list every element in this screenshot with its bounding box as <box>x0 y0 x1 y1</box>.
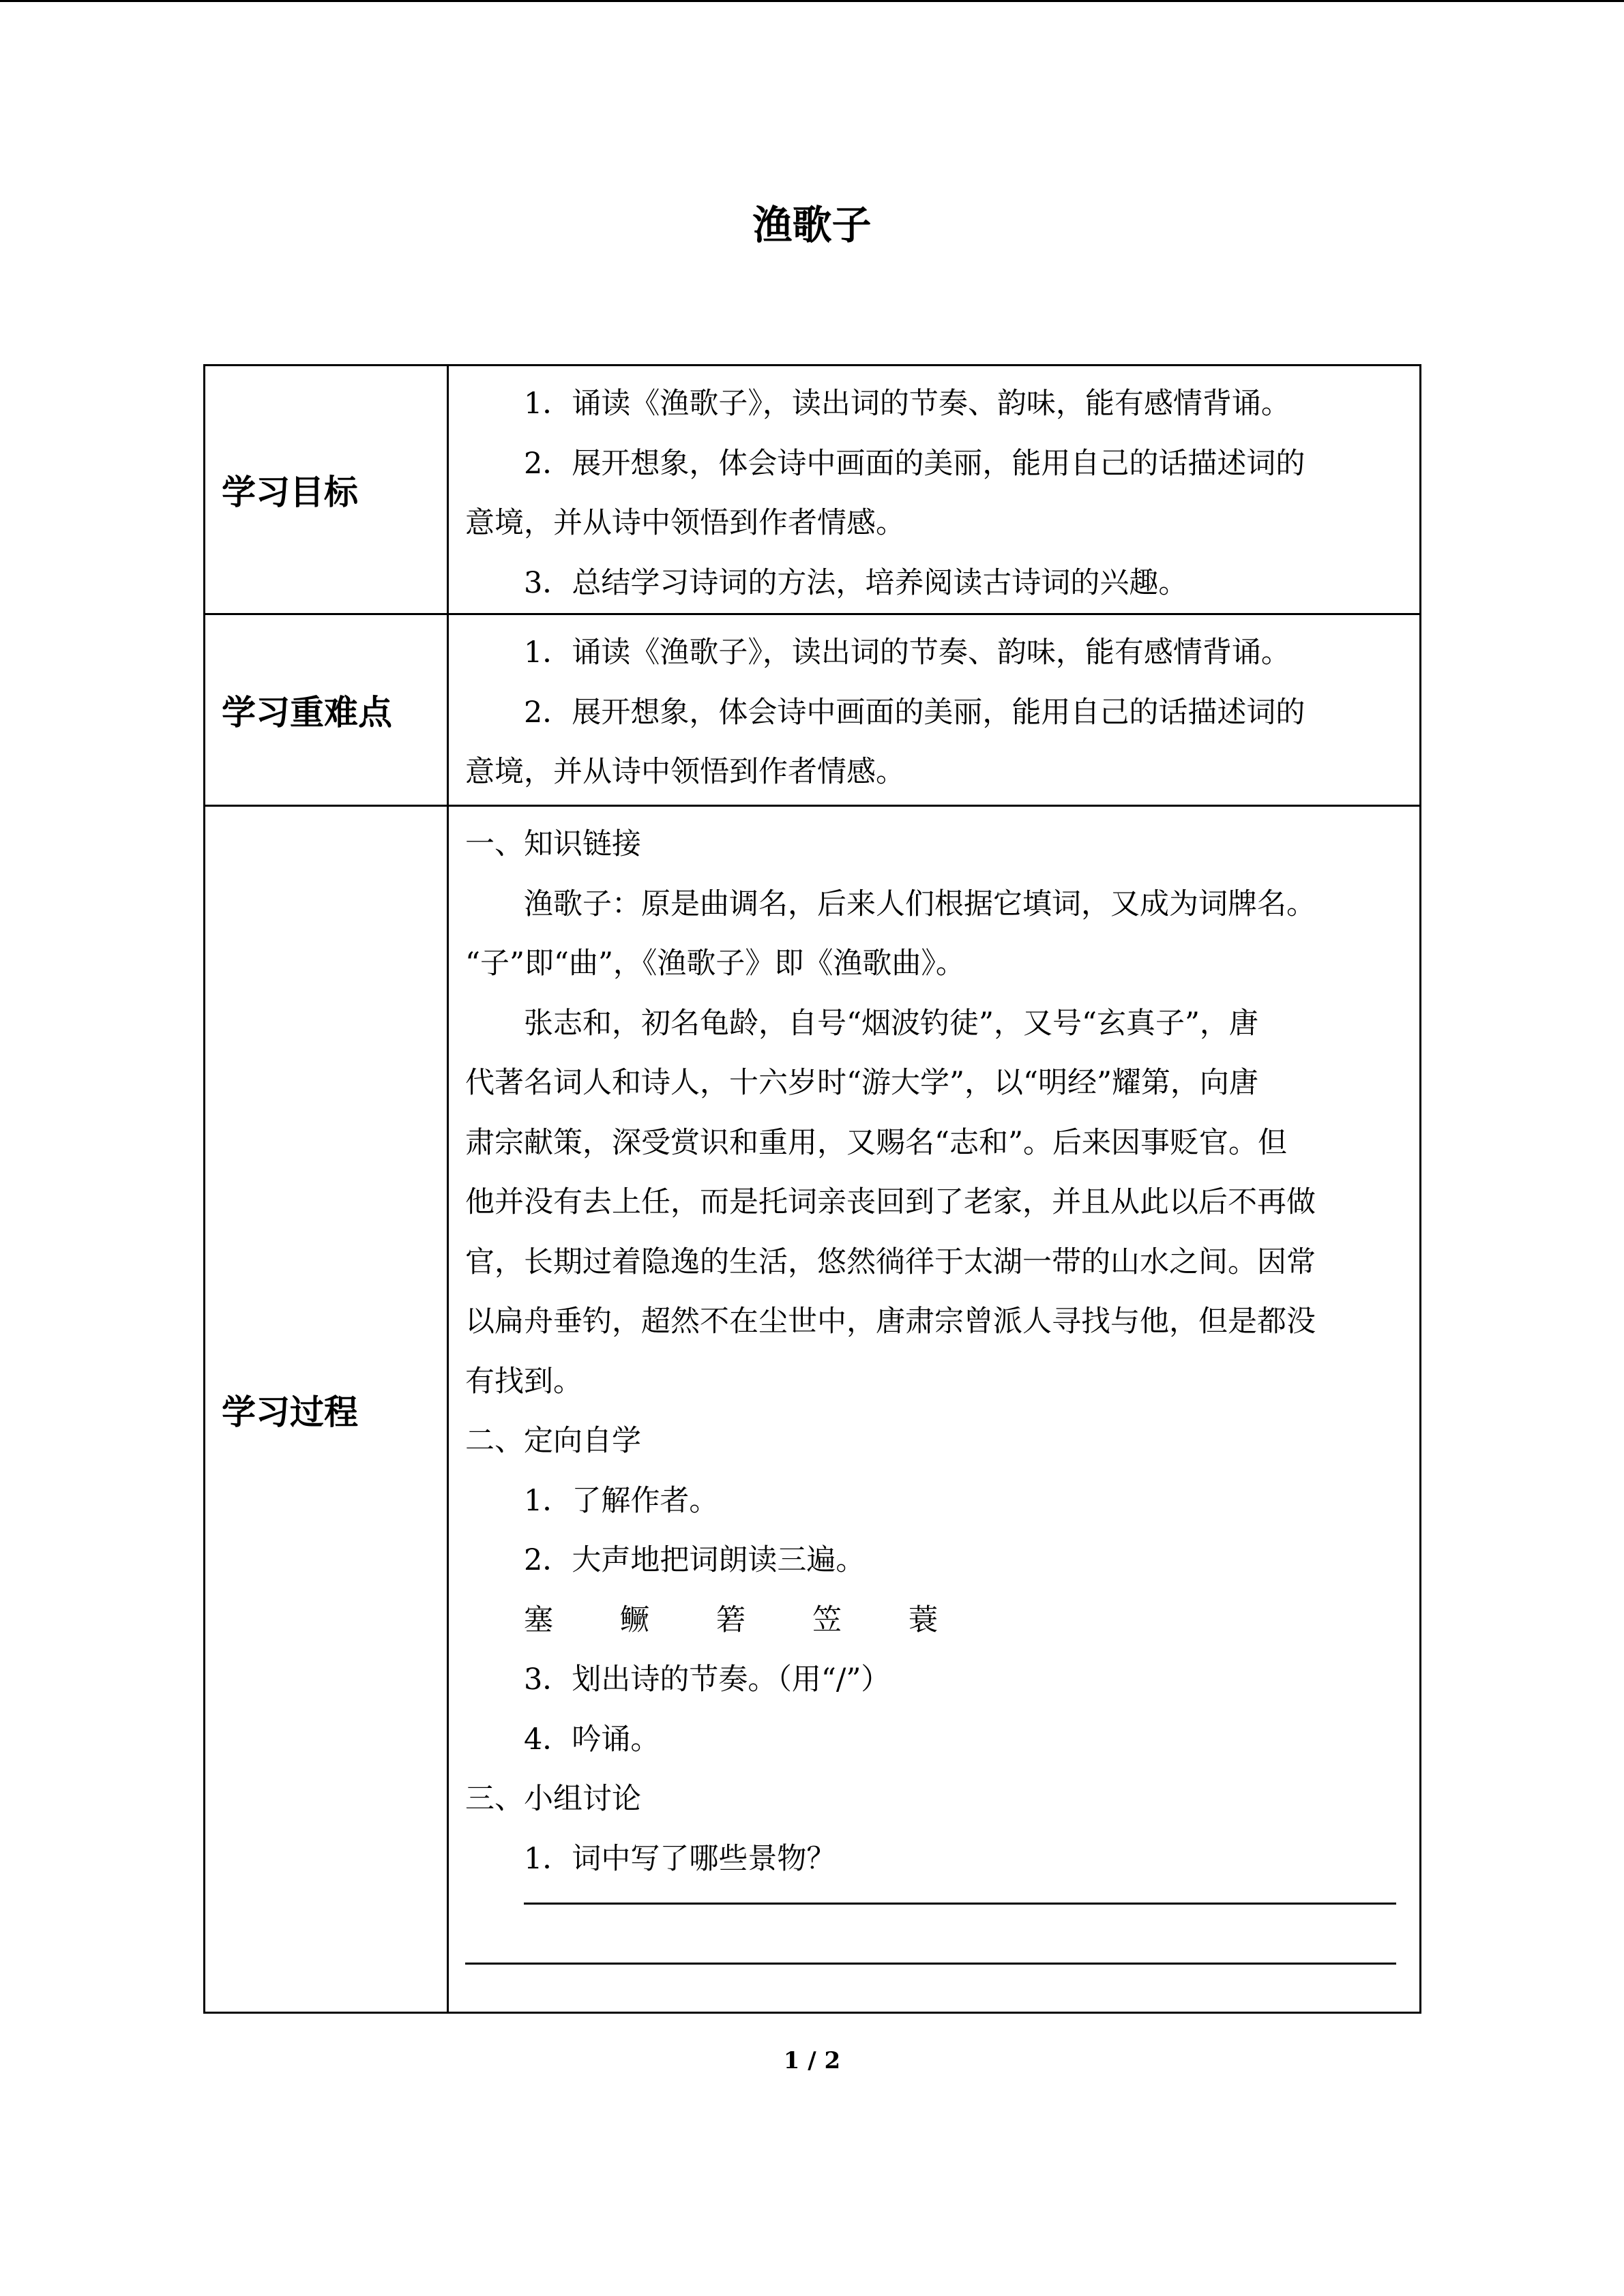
discussion-question-1: 1．词中写了哪些景物？ <box>524 1841 836 1876</box>
process-content <box>448 806 1421 2013</box>
vocab-char: 笠 <box>812 1602 842 1637</box>
table-row-goals <box>205 366 1421 614</box>
vocab-char: 塞 <box>524 1602 553 1637</box>
list-item: 2．大声地把词朗读三遍。 <box>524 1543 866 1577</box>
key-points-label: 学习重难点 <box>205 614 448 806</box>
key-point-1: 1．诵读《渔歌子》，读出词的节奏、韵味，能有感情背诵。 <box>524 636 1290 670</box>
goals-content <box>448 366 1421 614</box>
key-points-content <box>448 614 1421 806</box>
paragraph-line: 渔歌子：原是曲调名，后来人们根据它填词，又成为词牌名。 <box>524 886 1316 921</box>
table-row-key-points <box>205 614 1421 806</box>
vocab-char: 箬 <box>716 1602 745 1637</box>
paragraph-line: “子”即“曲”，《渔歌子》即《渔歌曲》。 <box>465 946 965 981</box>
vocab-char: 鳜 <box>620 1602 649 1637</box>
paragraph-line: 他并没有去上任，而是托词亲丧回到了老家，并且从此以后不再做 <box>465 1185 1316 1219</box>
process-label: 学习过程 <box>205 806 448 2013</box>
paragraph-line: 官，长期过着隐逸的生活，悠然徜徉于太湖一带的山水之间。因常 <box>465 1244 1316 1279</box>
answer-blank-line[interactable] <box>465 1963 1396 1965</box>
goal-item-2-cont: 意境，并从诗中领悟到作者情感。 <box>465 506 905 540</box>
paragraph-line: 以扁舟垂钓，超然不在尘世中，唐肃宗曾派人寻找与他，但是都没 <box>465 1304 1316 1339</box>
goal-item-2: 2．展开想象，体会诗中画面的美丽，能用自己的话描述词的 <box>524 446 1305 481</box>
table-row-process <box>205 806 1421 2013</box>
page-title: 渔歌子 <box>752 202 872 248</box>
vocab-char: 蓑 <box>909 1602 938 1637</box>
list-item: 3．划出诗的节奏。（用“/”） <box>524 1663 891 1697</box>
goal-item-1: 1．诵读《渔歌子》，读出词的节奏、韵味，能有感情背诵。 <box>524 387 1290 421</box>
paragraph-line: 肃宗献策，深受赏识和重用，又赐名“志和”。后来因事贬官。但 <box>465 1125 1287 1160</box>
goal-item-3: 3．总结学习诗词的方法，培养阅读古诗词的兴趣。 <box>524 565 1188 600</box>
study-plan-table <box>203 364 1421 2014</box>
vocabulary-chars <box>465 1591 1396 1651</box>
page-number: 1 / 2 <box>783 2047 841 2074</box>
paragraph-line: 张志和，初名龟龄，自号“烟波钓徒”，又号“玄真子”，唐 <box>524 1006 1258 1041</box>
answer-blank-line[interactable] <box>524 1903 1396 1905</box>
key-point-2-cont: 意境，并从诗中领悟到作者情感。 <box>465 755 905 789</box>
page-top-border <box>0 0 1624 2</box>
paragraph-line: 代著名词人和诗人，十六岁时“游大学”，以“明经”耀第，向唐 <box>465 1066 1258 1100</box>
section-heading-discussion: 三、小组讨论 <box>465 1782 641 1816</box>
paragraph-line: 有找到。 <box>465 1364 582 1399</box>
section-heading-self-study: 二、定向自学 <box>465 1424 641 1458</box>
list-item: 1．了解作者。 <box>524 1483 719 1518</box>
key-point-2: 2．展开想象，体会诗中画面的美丽，能用自己的话描述词的 <box>524 695 1305 730</box>
list-item: 4．吟诵。 <box>524 1722 660 1757</box>
goals-label: 学习目标 <box>205 366 448 614</box>
section-heading-knowledge: 一、知识链接 <box>465 827 641 861</box>
